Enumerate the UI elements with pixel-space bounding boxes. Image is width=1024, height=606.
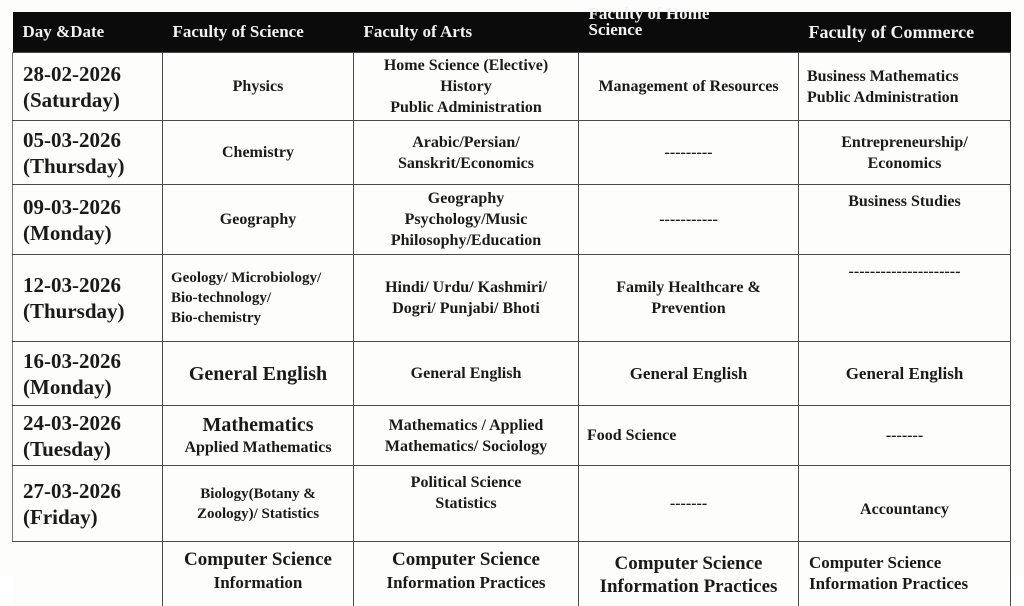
commerce-cell [799, 342, 1011, 406]
subject: Information Practices [362, 571, 570, 594]
header-faculty-arts: Faculty of Arts [354, 12, 579, 53]
science-cell [163, 53, 354, 121]
home-science-cell [579, 121, 799, 185]
subject: Information Practices [587, 575, 790, 598]
arts-cell [354, 542, 579, 606]
exam-date: 05-03-2026 [23, 127, 154, 153]
exam-day: (Monday) [23, 220, 154, 246]
subject: General English [807, 363, 1002, 384]
subject: Home Science (Elective) [362, 55, 570, 76]
subject: Accountancy [807, 499, 1002, 520]
subject: Dogri/ Punjabi/ Bhoti [362, 298, 570, 319]
science-cell [163, 255, 354, 342]
subject: Information Practices [809, 573, 1002, 594]
subject: Arabic/Persian/ [362, 132, 570, 153]
arts-cell [354, 53, 579, 121]
subject: Information [171, 571, 345, 594]
subject: Business Studies [807, 191, 1002, 212]
subject: Political Science [362, 472, 570, 493]
arts-cell [354, 255, 579, 342]
subject: Food Science [587, 425, 790, 446]
exam-date: 16-03-2026 [23, 348, 154, 374]
commerce-cell [799, 255, 1011, 342]
no-exam-dashes: ------- [807, 425, 1002, 446]
subject: Philosophy/Education [362, 230, 570, 251]
science-cell [163, 542, 354, 606]
home-science-cell [579, 53, 799, 121]
subject: Sanskrit/Economics [362, 153, 570, 174]
subject: Geography [362, 188, 570, 209]
science-cell [163, 121, 354, 185]
table-row [13, 466, 1011, 542]
subject: Geology/ Microbiology/ [171, 268, 345, 288]
subject: General English [171, 362, 345, 386]
exam-date: 12-03-2026 [23, 272, 154, 298]
subject: Chemistry [171, 142, 345, 163]
exam-schedule-table [12, 12, 1011, 606]
header-home-line1: Faculty of Home [589, 4, 789, 24]
subject: Prevention [587, 298, 790, 319]
subject: Mathematics / Applied [362, 415, 570, 436]
subject: Entrepreneurship/ [807, 132, 1002, 153]
subject: Psychology/Music [362, 209, 570, 230]
subject: Public Administration [362, 97, 570, 118]
table-row [13, 406, 1011, 466]
subject: Economics [807, 153, 1002, 174]
subject: Management of Resources [587, 76, 790, 97]
table-row [13, 53, 1011, 121]
exam-day: (Saturday) [23, 87, 154, 113]
table-row [13, 185, 1011, 255]
science-cell [163, 466, 354, 542]
subject: Hindi/ Urdu/ Kashmiri/ [362, 277, 570, 298]
commerce-cell [799, 466, 1011, 542]
home-science-cell [579, 406, 799, 466]
home-science-cell [579, 466, 799, 542]
exam-day: (Tuesday) [23, 436, 154, 462]
table-row [13, 255, 1011, 342]
commerce-cell [799, 406, 1011, 466]
table-row [13, 342, 1011, 406]
exam-day: (Monday) [23, 374, 154, 400]
subject: Computer Science [809, 552, 1002, 573]
commerce-cell [799, 542, 1011, 606]
arts-cell [354, 406, 579, 466]
date-cell [13, 466, 163, 542]
subject: History [362, 76, 570, 97]
date-cell [13, 542, 163, 606]
subject: General English [362, 363, 570, 384]
header-faculty-commerce: Faculty of Commerce [799, 12, 1011, 53]
arts-cell [354, 185, 579, 255]
no-exam-dashes: --------------------- [807, 261, 1002, 282]
home-science-cell [579, 542, 799, 606]
exam-date: 27-03-2026 [23, 478, 154, 504]
subject: Bio-chemistry [171, 308, 345, 328]
no-exam-dashes: ----------- [587, 209, 790, 230]
subject: Statistics [362, 493, 570, 514]
science-cell [163, 185, 354, 255]
table-header [13, 12, 1011, 53]
exam-date: 24-03-2026 [23, 410, 154, 436]
table-row [13, 542, 1011, 606]
arts-cell [354, 342, 579, 406]
commerce-cell [799, 185, 1011, 255]
subject: Computer Science [362, 548, 570, 571]
no-exam-dashes: --------- [587, 142, 790, 163]
science-cell [163, 342, 354, 406]
home-science-cell [579, 255, 799, 342]
header-faculty-science: Faculty of Science [163, 12, 354, 53]
home-science-cell [579, 342, 799, 406]
subject: Biology(Botany & [171, 484, 345, 504]
exam-day: (Thursday) [23, 153, 154, 179]
subject: Computer Science [587, 552, 790, 575]
subject: Applied Mathematics [171, 437, 345, 458]
date-cell [13, 342, 163, 406]
subject: Computer Science [171, 548, 345, 571]
subject: Bio-technology/ [171, 288, 345, 308]
subject: Physics [171, 76, 345, 97]
date-cell [13, 406, 163, 466]
exam-day: (Thursday) [23, 298, 154, 324]
arts-cell [354, 466, 579, 542]
science-cell [163, 406, 354, 466]
header-faculty-home-science [579, 12, 799, 53]
header-row [13, 12, 1011, 53]
commerce-cell [799, 53, 1011, 121]
exam-date: 28-02-2026 [23, 61, 154, 87]
header-day-date: Day &Date [13, 12, 163, 53]
header-home-line2: Science [589, 20, 789, 40]
subject: General English [587, 363, 790, 384]
subject: Mathematics/ Sociology [362, 436, 570, 457]
date-cell [13, 255, 163, 342]
date-cell [13, 185, 163, 255]
commerce-cell [799, 121, 1011, 185]
arts-cell [354, 121, 579, 185]
table-body [13, 53, 1011, 606]
subject: Family Healthcare & [587, 277, 790, 298]
subject: Geography [171, 209, 345, 230]
home-science-cell [579, 185, 799, 255]
subject: Mathematics [171, 414, 345, 437]
exam-day: (Friday) [23, 504, 154, 530]
subject: Business Mathematics [807, 66, 1002, 87]
exam-date: 09-03-2026 [23, 194, 154, 220]
date-cell [13, 53, 163, 121]
date-cell [13, 121, 163, 185]
subject: Zoology)/ Statistics [171, 504, 345, 524]
subject: Public Administration [807, 87, 1002, 108]
table-row [13, 121, 1011, 185]
no-exam-dashes: ------- [587, 493, 790, 514]
